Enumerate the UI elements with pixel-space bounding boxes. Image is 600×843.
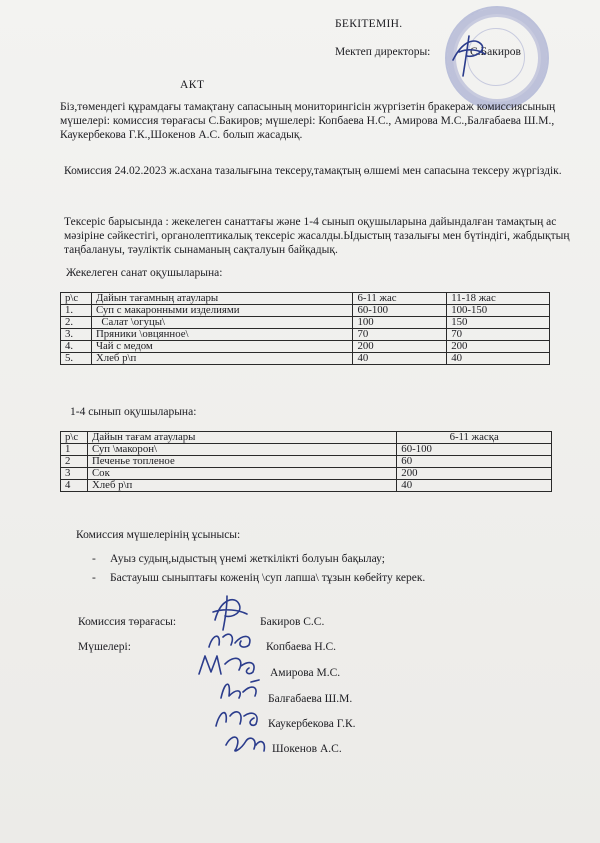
table-header-row [61, 293, 550, 305]
table-cell: 200 [353, 341, 447, 353]
member-signature [215, 676, 270, 704]
table-header-cell: р\с [61, 432, 88, 444]
table-cell: 5. [61, 353, 92, 365]
table-cell: Хлеб р\п [91, 353, 352, 365]
table-cell: 150 [447, 317, 550, 329]
director-signature [445, 30, 495, 80]
table-cell: 200 [397, 468, 552, 480]
list-item: - Ауыз судың,ыдыстың үнемі жеткілікті болуын бақылау; [92, 553, 385, 565]
members-label: Мүшелері: [78, 641, 131, 653]
table-cell: Суп с макаронными изделиями [91, 305, 352, 317]
member-name: Копбаева Н.С. [266, 641, 337, 653]
table-cell: 100 [353, 317, 447, 329]
table1-caption: Жекелеген санат оқушыларына: [66, 267, 223, 279]
table-cell: 4 [61, 480, 88, 492]
commission-paragraph: Біз,төмендегі құрамдағы тамақтану сапасының мониторингісін жүргізетін бракераж комиссиясының мүшелері: комиссия төрағасы С.Бакиров; мүшелері: Копбаева Н.С., Амирова М.С.,Балғабаева Ш.М., Каукербекова Г.К.,Шокенов А.С. болып жасадық. [60, 101, 556, 141]
proposal-caption: Комиссия мүшелерінің ұсынысы: [76, 529, 241, 541]
table-cell: 60-100 [397, 444, 552, 456]
table-row [61, 317, 550, 329]
table-cell: 1 [61, 444, 88, 456]
table-older-students [60, 292, 550, 365]
table-row [61, 353, 550, 365]
chair-signature [205, 592, 255, 632]
table-header-cell: 6-11 жасқа [397, 432, 552, 444]
chair-name: Бакиров С.С. [260, 616, 325, 628]
table-cell: 40 [397, 480, 552, 492]
proposal-list [92, 552, 572, 585]
table-cell: 40 [447, 353, 550, 365]
table-cell: 2. [61, 317, 92, 329]
member-name: Балғабаева Ш.М. [268, 693, 353, 705]
table-cell: Чай с медом [91, 341, 352, 353]
table-cell: Сок [87, 468, 396, 480]
member-name: Каукербекова Г.К. [268, 718, 356, 730]
table2-caption: 1-4 сынып оқушыларына: [70, 406, 197, 418]
table-cell: 70 [447, 329, 550, 341]
approved-label: БЕКІТЕМІН. [335, 18, 403, 30]
member-name: Шокенов А.С. [272, 743, 342, 755]
table-cell: 60 [397, 456, 552, 468]
member-name: Амирова М.С. [270, 667, 341, 679]
table-cell: Хлеб р\п [87, 480, 396, 492]
table-cell: 3. [61, 329, 92, 341]
date-check-paragraph: Комиссия 24.02.2023 ж.асхана тазалығына тексеру,тамақтың өлшемі мен сапасына тексеру жүргіздік. [64, 165, 562, 177]
table-cell: 70 [353, 329, 447, 341]
director-name: С.Бакиров [470, 46, 521, 58]
table-cell: 1. [61, 305, 92, 317]
table-cell: 100-150 [447, 305, 550, 317]
table-row [61, 329, 550, 341]
document-title: АКТ [180, 79, 205, 91]
table-primary-students [60, 431, 552, 492]
table-cell: 4. [61, 341, 92, 353]
table-cell: 200 [447, 341, 550, 353]
member-signature [220, 727, 270, 757]
table-cell: 2 [61, 456, 88, 468]
table-header-cell: р\с [61, 293, 92, 305]
table-cell: Салат \огуцы\ [91, 317, 352, 329]
table-cell: 60-100 [353, 305, 447, 317]
table-row [61, 444, 552, 456]
table-row [61, 468, 552, 480]
table-header-cell: Дайын тағамның атаулары [91, 293, 352, 305]
table-cell: 40 [353, 353, 447, 365]
table-cell: Суп \макорон\ [87, 444, 396, 456]
table-row [61, 456, 552, 468]
process-paragraph: Тексеріс барысында : жекелеген санаттағы және 1-4 сынып оқушыларына дайындалған тамақтың ас мәзіріне сәйкестігі, органолептикалық тексеріс жасалды.Ыдыстың тазалығы мен бүтіндігі, жабдықтың таңбалануы, тәуліктік сынаманың сақталуын байқадық. [64, 216, 570, 256]
table-cell: Печенье топленое [87, 456, 396, 468]
table-header-cell: 11-18 жас [447, 293, 550, 305]
table-cell: 3 [61, 468, 88, 480]
table-header-cell: Дайын тағам атаулары [87, 432, 396, 444]
table-cell: Пряники \овцянное\ [91, 329, 352, 341]
director-label: Мектеп директоры: [335, 46, 431, 58]
table-row [61, 305, 550, 317]
table-header-cell: 6-11 жас [353, 293, 447, 305]
table-header-row [61, 432, 552, 444]
table-row [61, 341, 550, 353]
table-row [61, 480, 552, 492]
chair-label: Комиссия төрағасы: [78, 616, 177, 628]
list-item: - Бастауыш сыныптағы коженің \суп лапша\ тұзын көбейту керек. [92, 572, 426, 584]
